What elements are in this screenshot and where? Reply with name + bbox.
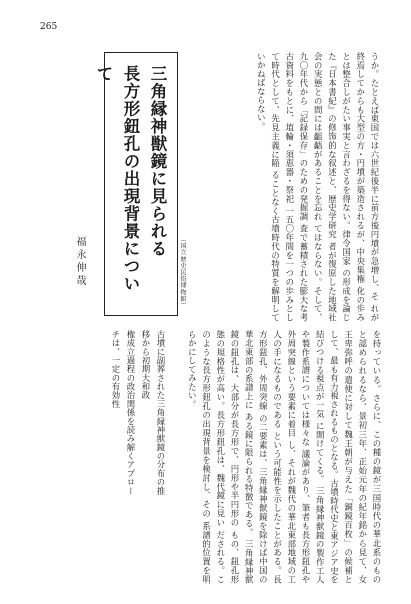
- title-line: 三角縁神獣鏡に見られる: [148, 65, 167, 258]
- page-number: 265: [40, 22, 58, 32]
- title-line: 長方形鈕孔の出現背景について: [94, 65, 140, 293]
- title-box: [94, 52, 178, 316]
- abstract: [32, 330, 168, 500]
- author-affiliation: （国立歴史民俗博物館）: [179, 236, 186, 309]
- paragraph: うか。たとえば東国では六世紀後半に前方後円墳が急増し、そ れが終焉してからも大型の方・円墳が築造されるが、中央集権 化の歩みとは整合しがたい事実と言わざるを得ない。律令国家 の形成を論じた『日本書紀』の修饰的な叙述と、歴史学研究 者が復原した地域社会の実態との間には齟齬があることを忘れ てはならない。そして、九〇年代から「記録保存」のための発掘調 査で蓄積された膨大な考古資料をもとに、埴輪・須恵器・祭祀 一五〇年間を一つの歩みとして時代として、先見主義に陥 ることなく古墳時代の特質を解明していかねばならない。: [256, 52, 380, 322]
- body-text-top: [204, 52, 382, 322]
- paragraph: を持っている。さらに、この種の鏡が三国時代の華北系のもの と認められるなら、景初三年、正始元年の紀年銘から見て、女 王卑弥呼の遣使に対して魏王朝が与えた「銅鏡百枚」の候補と して、最も有力視されるものとなる。古墳時代史と東アジア史を結びつける視点が一気 に開けてくる。 三角縁神獣鏡の製作工人や製作系譜については様々な 議論があり、筆者も長方形鈕孔や外周突線という要素に着目 し、それが魏代の華北東部地域の工人の手になるものである という可能性を示したことがある。長方形鈕孔、外周突線 の二要素は、三角縁神獣鏡を除けば中国の華北東部の系譜上に ある鏡に限られる特徴である。 三角縁神獣鏡の鈕孔は、大部分が長方形で、円形や半円形の もの、鈕孔形態の規格性が高い。長方形鈕孔は、魏代鏡に見い だされる。このような長方形鈕孔の出現背景を検討し、その 系譜的位置を明らかにしてみたい。: [187, 330, 382, 584]
- body-text-bottom: [187, 330, 384, 584]
- article-title: [90, 65, 171, 303]
- abstract-line: 権成立過程の政治関係を読み解くアプローチは、一定の有効性: [111, 330, 136, 496]
- author-name: 福永伸哉: [74, 236, 85, 288]
- abstract-line: 古墳に副葬された三角縁神獣鏡の分布の推移から初期大和政: [141, 330, 166, 496]
